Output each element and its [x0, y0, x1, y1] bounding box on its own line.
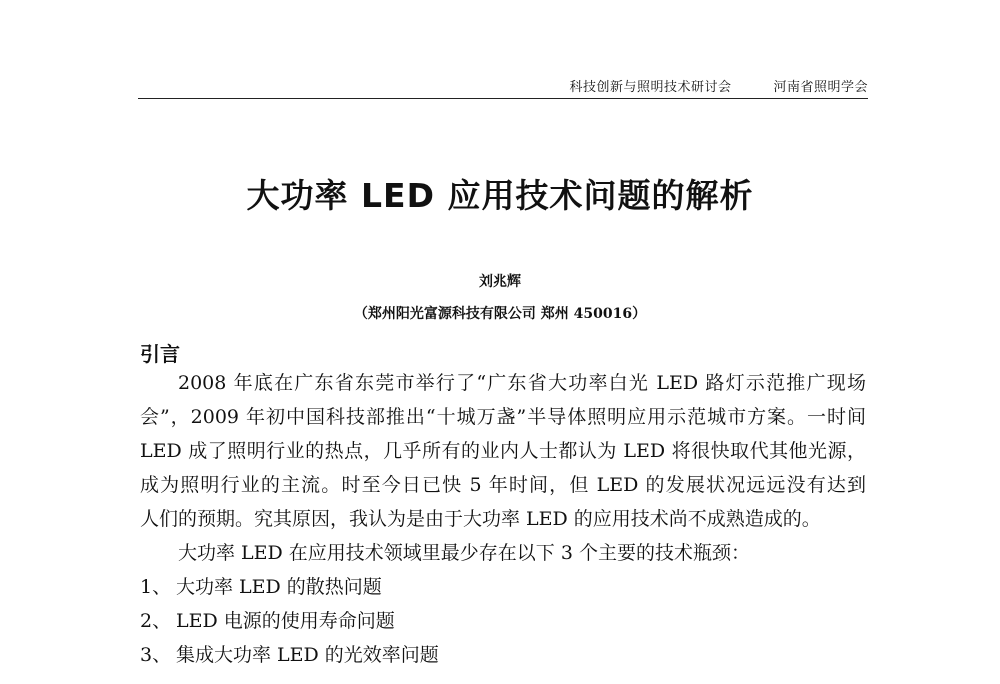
header-rule: [138, 98, 868, 99]
paragraph-line: 会”，2009 年初中国科技部推出“十城万盏”半导体照明应用示范城市方案。一时间: [140, 406, 866, 428]
author-name: 刘兆辉: [479, 274, 521, 290]
paragraph-line: 大功率 LED 在应用技术领域里最少存在以下 3 个主要的技术瓶颈：: [178, 542, 750, 564]
running-header: [569, 76, 868, 95]
paragraph-line: 成为照明行业的主流。时至今日已快 5 年时间，但 LED 的发展状况远远没有达到: [140, 474, 866, 496]
paragraph-line: 人们的预期。究其原因，我认为是由于大功率 LED 的应用技术尚不成熟造成的。: [140, 508, 821, 530]
list-number: 1、: [140, 576, 172, 598]
list-item: [140, 570, 866, 604]
conference-name: 科技创新与照明技术研讨会: [569, 80, 732, 95]
list-item: [140, 604, 866, 638]
list-number: 2、: [140, 610, 172, 632]
paragraph-line: 2008 年底在广东省东莞市举行了“广东省大功率白光 LED 路灯示范推广现场: [178, 372, 866, 394]
list-text: 集成大功率 LED 的光效率问题: [176, 644, 439, 666]
list-number: 3、: [140, 644, 172, 666]
paragraph-line: LED 成了照明行业的热点，几乎所有的业内人士都认为 LED 将很快取代其他光源，: [140, 440, 866, 462]
author-affiliation: （郑州阳光富源科技有限公司 郑州 450016）: [353, 306, 647, 322]
list-item: [140, 638, 866, 672]
section-heading: 引言: [140, 342, 180, 366]
paper-title: 大功率 LED 应用技术问题的解析: [246, 176, 754, 215]
list-text: 大功率 LED 的散热问题: [176, 576, 382, 598]
society-name: 河南省照明学会: [773, 80, 868, 95]
body-text: [140, 366, 866, 672]
list-text: LED 电源的使用寿命问题: [176, 610, 395, 632]
